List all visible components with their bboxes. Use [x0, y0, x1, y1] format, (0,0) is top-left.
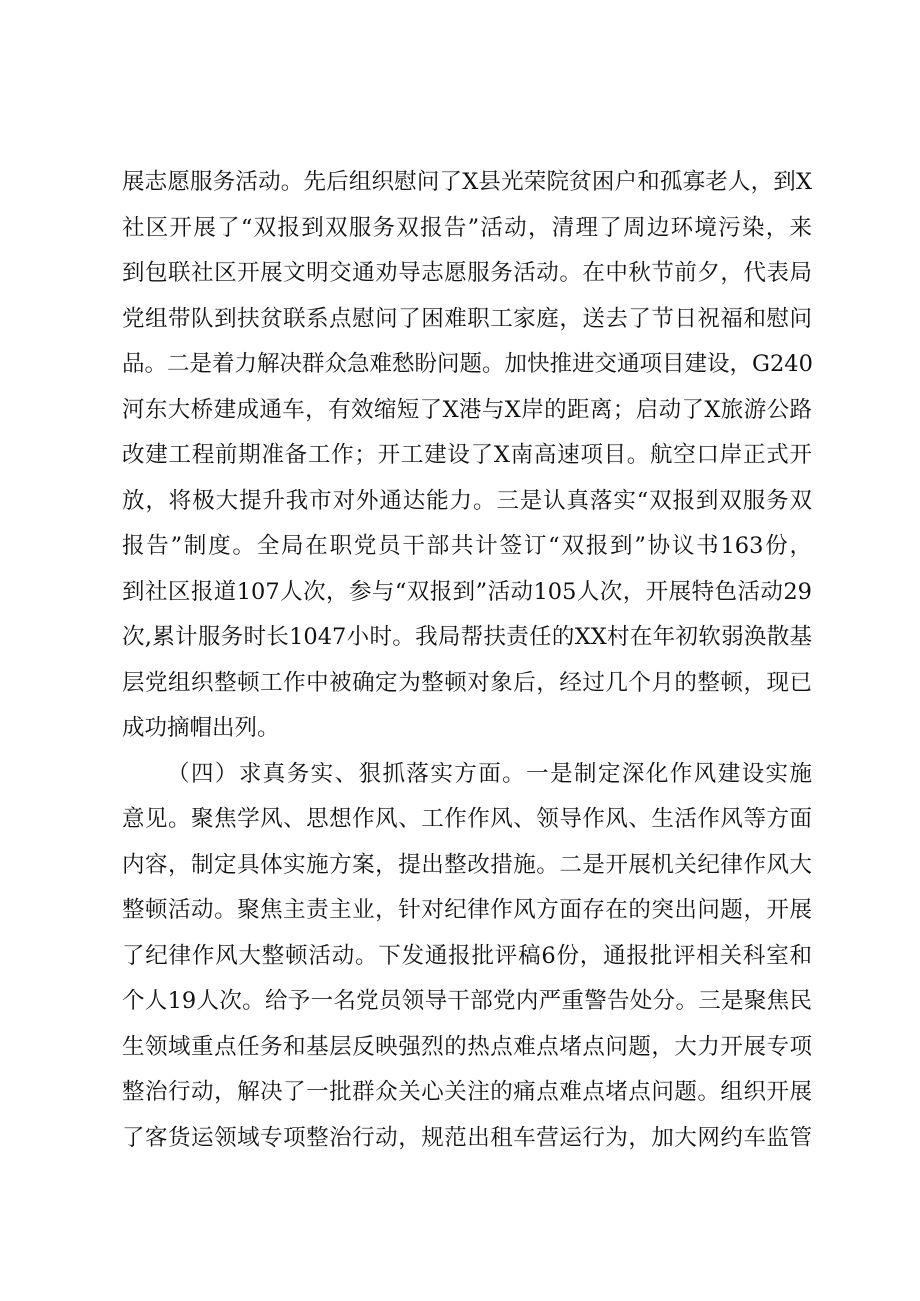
- text-line: 成功摘帽出列。: [122, 715, 280, 741]
- text-line: 次,累计服务时长1047小时。我局帮扶责任的XX村在年初软弱涣散基: [122, 624, 812, 650]
- text-line: 党组带队到扶贫联系点慰问了困难职工家庭，送去了节日祝福和慰问: [122, 305, 812, 332]
- text-line: 改建工程前期准备工作；开工建设了X南高速项目。航空口岸正式开: [122, 442, 812, 468]
- text-line: 层党组织整顿工作中被确定为整顿对象后，经过几个月的整顿，现已: [122, 669, 812, 696]
- text-line: 了客货运领域专项整治行动，规范出租车营运行为，加大网约车监管: [122, 1124, 812, 1151]
- text-line: 到包联社区开展文明交通劝导志愿服务活动。在中秋节前夕，代表局: [122, 260, 812, 286]
- text-line: 放，将极大提升我市对外通达能力。三是认真落实“双报到双服务双: [122, 487, 812, 514]
- text-line: 河东大桥建成通车，有效缩短了X港与X岸的距离；启动了X旅游公路: [122, 396, 812, 423]
- text-line: 社区开展了“双报到双服务双报告”活动，清理了周边环境污染，来: [122, 214, 812, 241]
- text-line: 报告”制度。全局在职党员干部共计签订“双报到”协议书163份，: [122, 533, 812, 559]
- text-line: 内容，制定具体实施方案，提出整改措施。二是开展机关纪律作风大: [122, 851, 812, 878]
- text-line: 到社区报道107人次，参与“双报到”活动105人次，开展特色活动29: [122, 578, 812, 605]
- body-text: [122, 160, 812, 1161]
- text-line: 生领域重点任务和基层反映强烈的热点难点堵点问题，大力开展专项: [122, 1033, 812, 1060]
- text-line: 整顿活动。聚焦主责主业，针对纪律作风方面存在的突出问题，开展: [122, 897, 812, 923]
- text-line: 个人19人次。给予一名党员领导干部党内严重警告处分。三是聚焦民: [122, 988, 812, 1014]
- text-line: 整治行动，解决了一批群众关心关注的痛点难点堵点问题。组织开展: [122, 1079, 812, 1105]
- text-line: 意见。聚焦学风、思想作风、工作作风、领导作风、生活作风等方面: [122, 806, 812, 832]
- text-line: 品。二是着力解决群众急难愁盼问题。加快推进交通项目建设，G240: [122, 351, 813, 377]
- text-line: 展志愿服务活动。先后组织慰问了X县光荣院贫困户和孤寡老人，到X: [122, 169, 812, 195]
- section-heading-line: （四）求真务实、狠抓落实方面。一是制定深化作风建设实施: [167, 760, 812, 787]
- text-line: 了纪律作风大整顿活动。下发通报批评稿6份，通报批评相关科室和: [122, 942, 812, 969]
- paragraph-community-service: [122, 160, 812, 752]
- paragraph-section-four: [122, 752, 812, 1162]
